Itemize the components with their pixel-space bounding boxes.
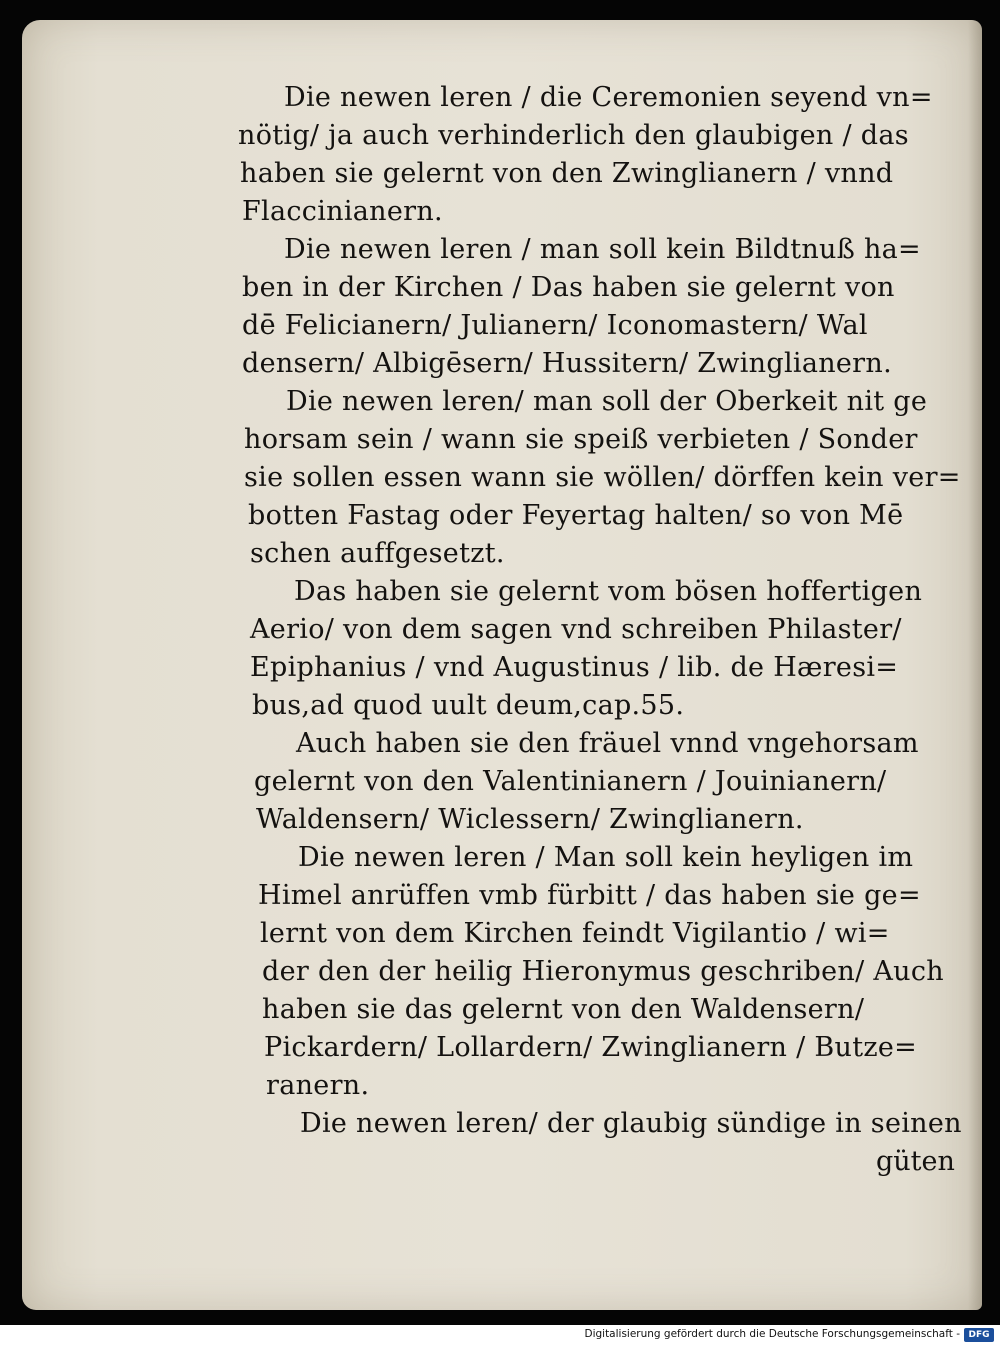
- text-line: Die newen leren / man soll kein Bildtnuß ha=: [284, 234, 921, 265]
- text-line: Das haben sie gelernt vom bösen hoffertigen: [294, 576, 923, 607]
- text-line: Aerio/ von dem sagen vnd schreiben Philaster/: [250, 614, 902, 645]
- text-line: Die newen leren / die Ceremonien seyend vn=: [284, 82, 933, 113]
- text-line: Die newen leren / Man soll kein heyligen im: [298, 842, 914, 873]
- text-line: bus,ad quod uult deum,cap.55.: [252, 690, 685, 721]
- footer-bar: [0, 1325, 1000, 1345]
- text-line: horsam sein / wann sie speiß verbieten / Sonder: [244, 424, 918, 455]
- footer-credit: Digitalisierung gefördert durch die Deutsche Forschungsgemeinschaft -: [584, 1328, 960, 1340]
- text-line: der den der heilig Hieronymus geschriben/ Auch: [262, 956, 944, 987]
- text-line: Pickardern/ Lollardern/ Zwinglianern / Butze=: [264, 1032, 918, 1063]
- text-line: haben sie das gelernt von den Waldensern/: [262, 994, 865, 1025]
- text-line: ranern.: [266, 1070, 370, 1101]
- text-line: sie sollen essen wann sie wöllen/ dörffen kein ver=: [244, 462, 961, 493]
- text-line: Die newen leren/ man soll der Oberkeit nit ge: [286, 386, 928, 417]
- text-line: Auch haben sie den fräuel vnnd vngehorsam: [296, 728, 919, 759]
- text-line: Himel anrüffen vmb fürbitt / das haben sie ge=: [258, 880, 921, 911]
- text-line: Flaccinianern.: [242, 196, 443, 227]
- text-line: nötig/ ja auch verhinderlich den glaubigen / das: [238, 120, 909, 151]
- text-line: gelernt von den Valentinianern / Jouinianern/: [254, 766, 887, 797]
- text-line: haben sie gelernt von den Zwinglianern / vnnd: [240, 158, 894, 189]
- text-line: lernt von dem Kirchen feindt Vigilantio / wi=: [260, 918, 890, 949]
- text-line: Die newen leren/ der glaubig sündige in seinen: [300, 1108, 962, 1139]
- catch-word: güten: [876, 1146, 955, 1177]
- text-line: botten Fastag oder Feyertag halten/ so von Mē: [248, 500, 904, 531]
- text-line: ben in der Kirchen / Das haben sie gelernt von: [242, 272, 895, 303]
- text-line: schen auffgesetzt.: [250, 538, 505, 569]
- text-line: dē Felicianern/ Julianern/ Iconomastern/ Wal: [242, 310, 868, 341]
- text-line: Waldensern/ Wiclessern/ Zwinglianern.: [256, 804, 804, 835]
- text-line: densern/ Albigēsern/ Hussitern/ Zwinglianern.: [242, 348, 892, 379]
- dfg-logo: DFG: [964, 1328, 994, 1342]
- text-line: Epiphanius / vnd Augustinus / lib. de Hæresi=: [250, 652, 899, 683]
